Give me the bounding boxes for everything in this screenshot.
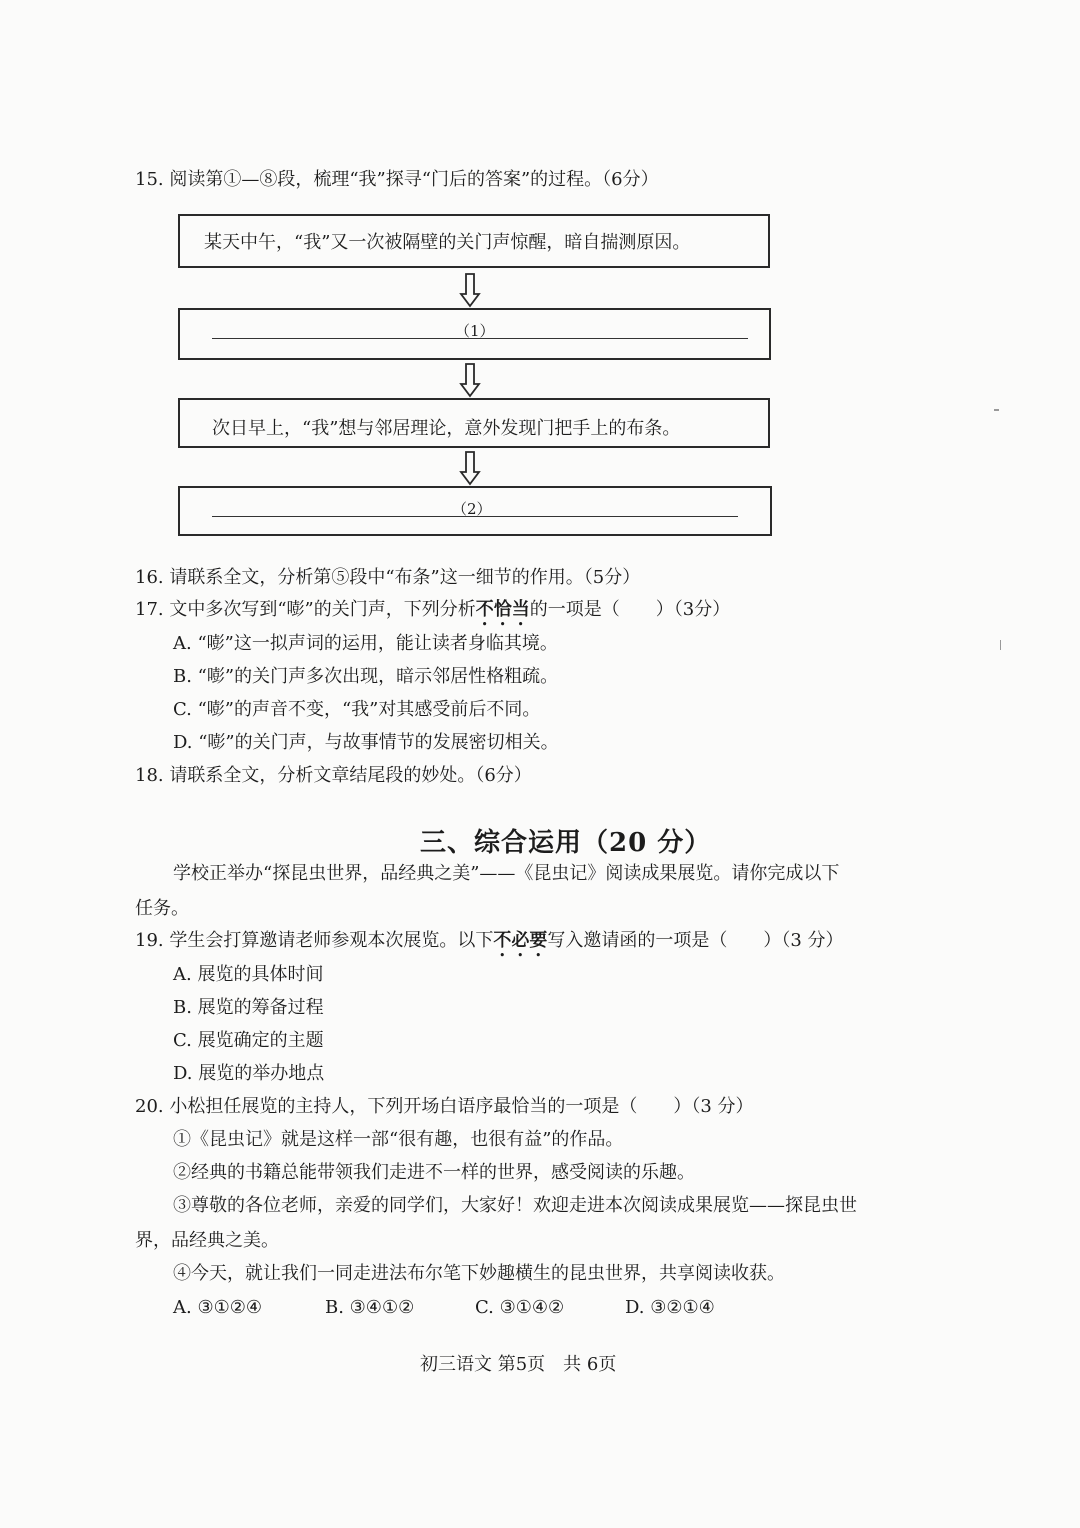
q20-option-d[interactable]: D. ③②①④ xyxy=(625,1297,715,1318)
q17-option-c[interactable]: C. “嘭”的声音不变，“我”对其感受前后不同。 xyxy=(173,699,541,720)
question-20: 20. 小松担任展览的主持人，下列开场白语序最恰当的一项是（ ）（3 分） xyxy=(135,1096,754,1117)
q19-option-a[interactable]: A. 展览的具体时间 xyxy=(173,964,324,985)
q20-sentence-3-line-2: 界，品经典之美。 xyxy=(135,1230,279,1251)
question-17 xyxy=(135,598,730,630)
flow-box-3 xyxy=(178,398,770,448)
answer-blank-2[interactable] xyxy=(212,516,738,517)
q19-option-d[interactable]: D. 展览的举办地点 xyxy=(173,1063,325,1084)
down-arrow-icon xyxy=(459,272,481,308)
down-arrow-icon xyxy=(459,450,481,486)
question-15: 15. 阅读第①—⑧段，梳理“我”探寻“门后的答案”的过程。（6分） xyxy=(135,169,659,190)
blank-1-label: （1） xyxy=(455,322,495,340)
question-19-emphasis: 不必要 xyxy=(493,930,548,951)
question-19-prefix: 19. 学生会打算邀请老师参观本次展览。以下 xyxy=(135,930,494,951)
q20-option-c[interactable]: C. ③①④② xyxy=(475,1297,565,1318)
flow-box-3-text: 次日早上，“我”想与邻居理论，意外发现门把手上的布条。 xyxy=(212,418,681,439)
flow-box-4[interactable] xyxy=(178,486,772,536)
answer-blank-1[interactable] xyxy=(212,338,748,339)
question-16: 16. 请联系全文，分析第⑤段中“布条”这一细节的作用。（5分） xyxy=(135,567,641,588)
question-19 xyxy=(135,929,844,961)
section-3-intro-line-2: 任务。 xyxy=(135,898,189,919)
section-3-intro-line-1: 学校正举办“探昆虫世界，品经典之美”——《昆虫记》阅读成果展览。请你完成以下 xyxy=(173,863,840,884)
q20-option-b[interactable]: B. ③④①② xyxy=(325,1297,415,1318)
question-18: 18. 请联系全文，分析文章结尾段的妙处。（6分） xyxy=(135,765,532,786)
q17-option-d[interactable]: D. “嘭”的关门声，与故事情节的发展密切相关。 xyxy=(173,732,559,753)
q20-option-a[interactable]: A. ③①②④ xyxy=(173,1297,262,1318)
question-17-prefix: 17. 文中多次写到“嘭”的关门声，下列分析 xyxy=(135,599,476,620)
q17-option-a[interactable]: A. “嘭”这一拟声词的运用，能让读者身临其境。 xyxy=(173,633,558,654)
flow-box-1-text: 某天中午，“我”又一次被隔壁的关门声惊醒，暗自揣测原因。 xyxy=(204,232,691,253)
q20-sentence-4: ④今天，就让我们一同走进法布尔笔下妙趣横生的昆虫世界，共享阅读收获。 xyxy=(173,1263,785,1284)
flow-box-2[interactable] xyxy=(178,308,771,360)
scan-speck xyxy=(994,409,999,411)
q20-sentence-3-line-1: ③尊敬的各位老师，亲爱的同学们，大家好！欢迎走进本次阅读成果展览——探昆虫世 xyxy=(173,1195,857,1216)
question-17-suffix: 的一项是（ ）（3分） xyxy=(529,599,731,620)
q20-sentence-2: ②经典的书籍总能带领我们走进不一样的世界，感受阅读的乐趣。 xyxy=(173,1162,695,1183)
section-3-heading: 三、综合运用（20 分） xyxy=(420,828,712,858)
scan-speck xyxy=(1000,640,1001,650)
q17-option-b[interactable]: B. “嘭”的关门声多次出现，暗示邻居性格粗疏。 xyxy=(173,666,559,687)
page-footer: 初三语文 第5页 共 6页 xyxy=(420,1354,617,1375)
question-19-suffix: 写入邀请函的一项是（ ）（3 分） xyxy=(547,930,844,951)
question-17-emphasis: 不恰当 xyxy=(475,599,530,620)
q20-sentence-1: ①《昆虫记》就是这样一部“很有趣，也很有益”的作品。 xyxy=(173,1129,624,1150)
down-arrow-icon xyxy=(459,362,481,398)
q19-option-c[interactable]: C. 展览确定的主题 xyxy=(173,1030,324,1051)
flow-box-1 xyxy=(178,214,770,268)
q19-option-b[interactable]: B. 展览的筹备过程 xyxy=(173,997,324,1018)
blank-2-label: （2） xyxy=(452,500,492,518)
